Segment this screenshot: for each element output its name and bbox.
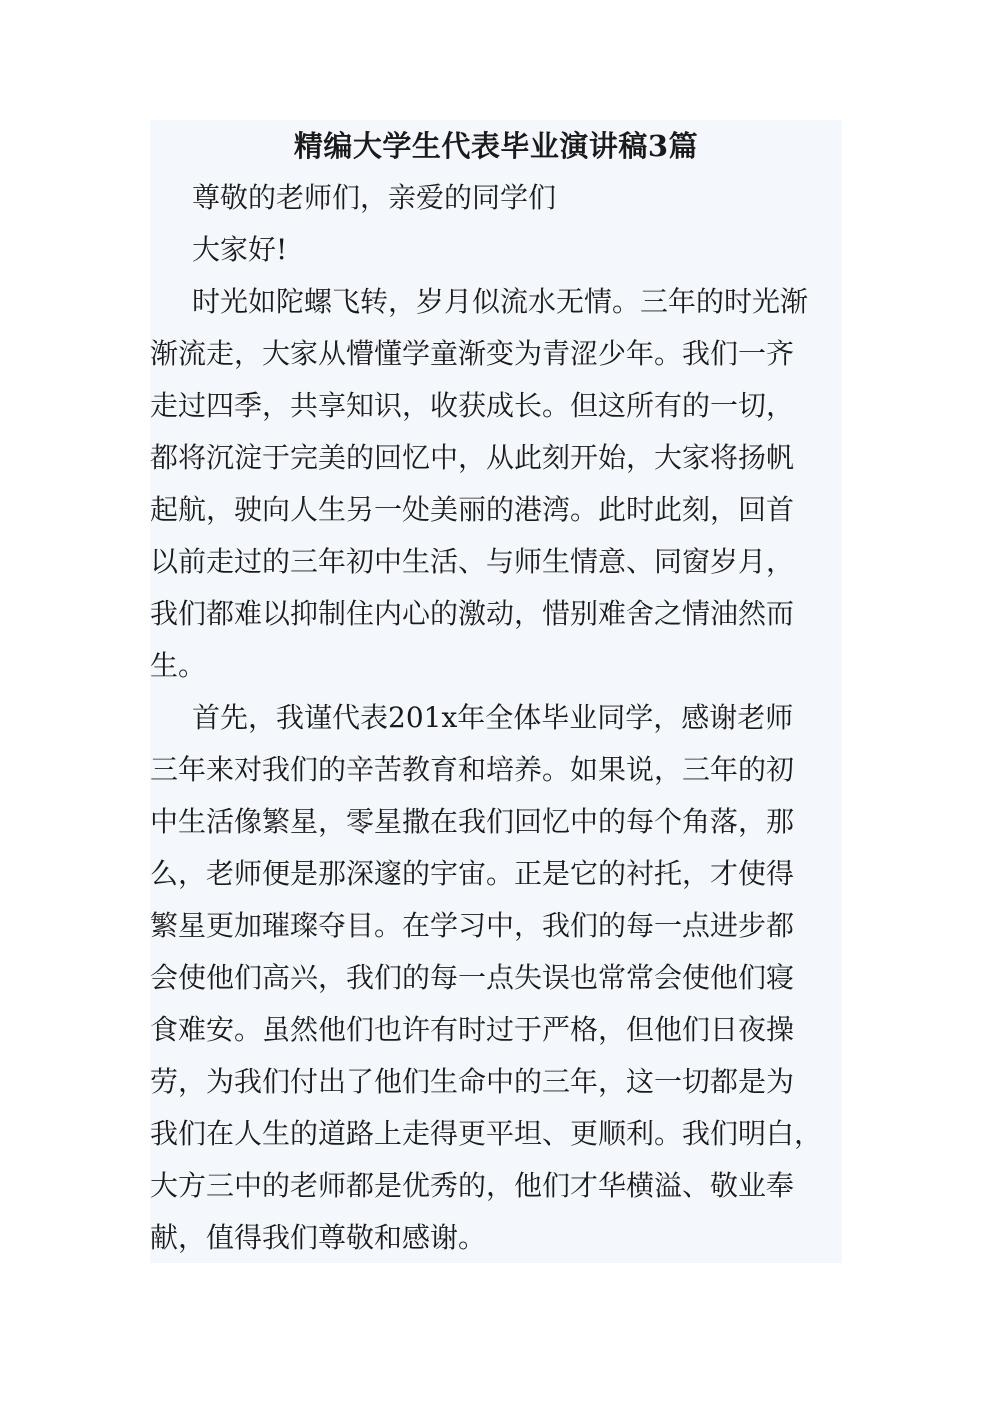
paragraph-2-line: 献，值得我们尊敬和感谢。 [150, 1221, 487, 1254]
paragraph-1-line: 生。 [150, 649, 207, 682]
paragraph-2-line: 大方三中的老师都是优秀的，他们才华横溢、敬业奉 [150, 1169, 795, 1202]
paragraph-2-line: 劳，为我们付出了他们生命中的三年，这一切都是为 [150, 1065, 795, 1098]
greeting-line: 大家好! [192, 233, 288, 266]
paragraph-2-line: 中生活像繁星，零星撒在我们回忆中的每个角落，那 [150, 805, 795, 838]
salutation-line: 尊敬的老师们，亲爱的同学们 [192, 181, 557, 214]
paragraph-1-line: 走过四季，共享知识，收获成长。但这所有的一切， [150, 389, 795, 422]
paragraph-1-line: 渐流走，大家从懵懂学童渐变为青涩少年。我们一齐 [150, 337, 795, 370]
document-title: 精编大学生代表毕业演讲稿3篇 [293, 129, 699, 163]
paragraph-2-line: 我们在人生的道路上走得更平坦、更顺利。我们明白， [150, 1117, 823, 1150]
paragraph-2-line: 首先，我谨代表201x年全体毕业同学，感谢老师 [192, 701, 794, 734]
paragraph-1-line: 以前走过的三年初中生活、与师生情意、同窗岁月， [150, 545, 795, 578]
paragraph-1-line: 起航，驶向人生另一处美丽的港湾。此时此刻，回首 [150, 493, 795, 526]
paragraph-1-line: 都将沉淀于完美的回忆中，从此刻开始，大家将扬帆 [150, 441, 795, 474]
paragraph-2-line: 繁星更加璀璨夺目。在学习中，我们的每一点进步都 [150, 909, 795, 942]
paragraph-1-line: 我们都难以抑制住内心的激动，惜别难舍之情油然而 [150, 597, 795, 630]
paragraph-1-line: 时光如陀螺飞转，岁月似流水无情。三年的时光渐 [192, 285, 809, 318]
paragraph-2-line: 食难安。虽然他们也许有时过于严格，但他们日夜操 [150, 1013, 795, 1046]
paragraph-2-line: 会使他们高兴，我们的每一点失误也常常会使他们寝 [150, 961, 795, 994]
paragraph-2-line: 么，老师便是那深邃的宇宙。正是它的衬托，才使得 [150, 857, 795, 890]
paragraph-2-line: 三年来对我们的辛苦教育和培养。如果说，三年的初 [150, 753, 795, 786]
